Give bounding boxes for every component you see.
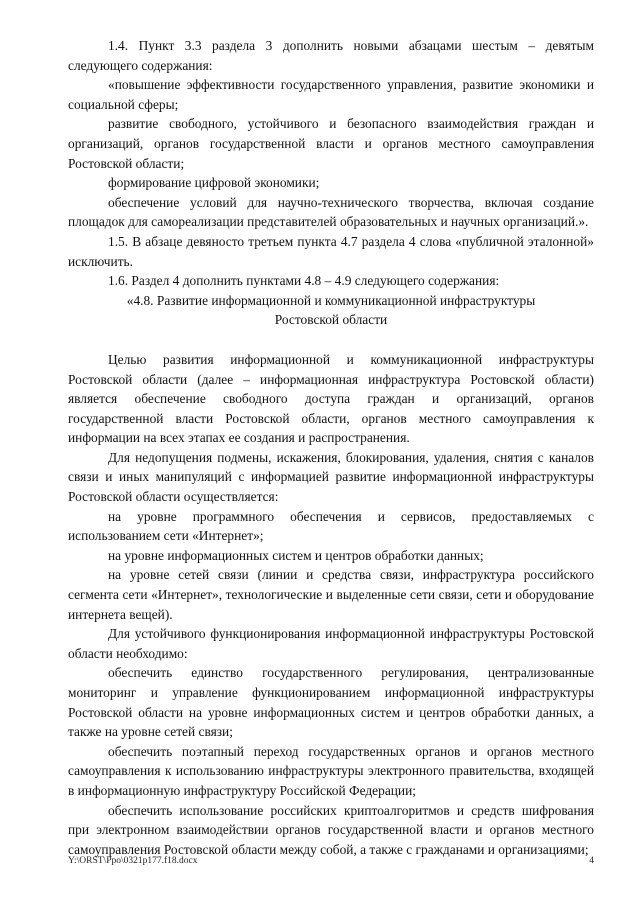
paragraph: обеспечить поэтапный переход государственных органов и органов местного самоуправления к использованию инфраструктуры электронного правительства, входящей в информационную инфраструктуру Российской Федерации; bbox=[68, 743, 594, 798]
page-footer bbox=[68, 856, 594, 866]
section-heading bbox=[68, 291, 594, 330]
paragraph: обеспечение условий для научно-технического творчества, включая создание площадок для самореализации представителей образовательных и научных организаций.». bbox=[68, 194, 594, 230]
paragraph: Для устойчивого функционирования информационной инфраструктуры Ростовской области необходимо: bbox=[68, 626, 594, 661]
paragraph: на уровне информационных систем и центров обработки данных; bbox=[108, 547, 484, 563]
paragraph: Целью развития информационной и коммуникационной инфраструктуры Ростовской области (далее – информационная инфраструктура Ростовской области) является обеспечение свободного доступа граждан и организаций, органов государственной власти Ростовской области, органов местного самоуправления к информации на всех этапах ее создания и распространения. bbox=[68, 351, 594, 446]
paragraph: развитие свободного, устойчивого и безопасного взаимодействия граждан и организаций, органов государственной власти и органов местного самоуправления Ростовской области; bbox=[68, 116, 594, 171]
paragraph: 1.6. Раздел 4 дополнить пунктами 4.8 – 4.9 следующего содержания: bbox=[108, 273, 500, 289]
paragraph: «повышение эффективности государственного управления, развитие экономики и социальной сферы; bbox=[68, 77, 594, 112]
footer-file-path: Y:\ORST\Ppo\0321p177.f18.docx bbox=[68, 856, 198, 866]
paragraph: обеспечить единство государственного регулирования, централизованные мониторинг и управление функционированием информационной инфраструктуры Ростовской области на уровне информационных систем и центров обработки данных, а также на уровне сетей связи; bbox=[68, 665, 594, 740]
paragraph: Для недопущения подмены, искажения, блокирования, удаления, снятия с каналов связи и иных манипуляций с информацией развитие информационной инфраструктуры Ростовской области осуществляется: bbox=[68, 449, 594, 505]
section-heading-line-2: Ростовской области bbox=[274, 312, 388, 328]
section-heading-line-1: «4.8. Развитие информационной и коммуникационной инфраструктуры bbox=[126, 292, 536, 308]
paragraph: обеспечить использование российских криптоалгоритмов и средств шифрования при электронном взаимодействии органов государственной власти и органов местного самоуправления Ростовской области между собой, а также с гражданами и организациями; bbox=[68, 802, 594, 857]
paragraph: формирование цифровой экономики; bbox=[108, 175, 320, 191]
paragraph: 1.4. Пункт 3.3 раздела 3 дополнить новыми абзацами шестым – девятым следующего содержания: bbox=[68, 38, 594, 73]
document-page bbox=[68, 36, 594, 859]
page-number: 4 bbox=[589, 856, 594, 866]
paragraph: 1.5. В абзаце девяносто третьем пункта 4.7 раздела 4 слова «публичной эталонной» исключить. bbox=[68, 233, 594, 269]
paragraph: на уровне сетей связи (линии и средства связи, инфраструктура российского сегмента сети «Интернет», технологические и выделенные сети связи, сети и оборудование интернета вещей). bbox=[68, 567, 594, 622]
spacer bbox=[68, 330, 594, 350]
paragraph: на уровне программного обеспечения и сервисов, предоставляемых с использованием сети «Интернет»; bbox=[68, 508, 594, 544]
